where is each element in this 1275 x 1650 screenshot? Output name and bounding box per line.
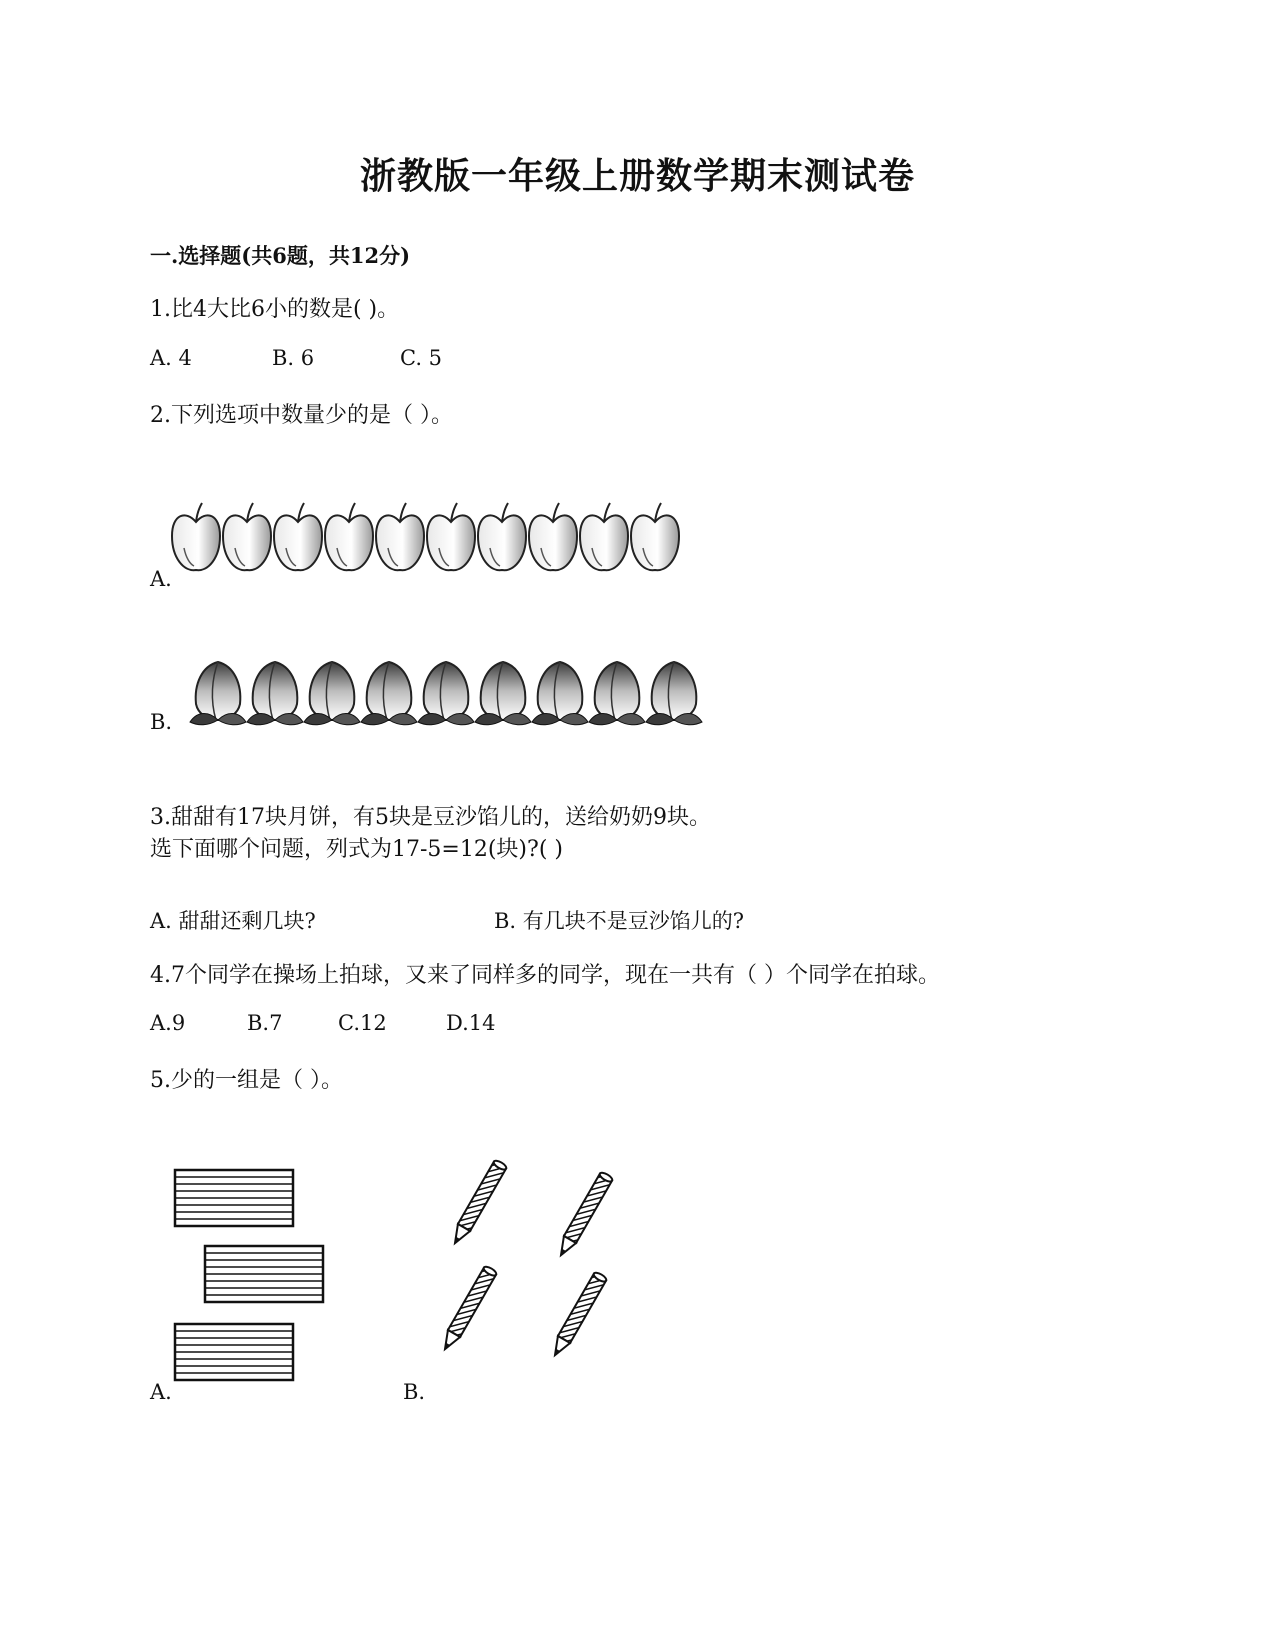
peach-icon [304, 662, 360, 725]
apple-icon [172, 503, 220, 570]
q4-option-d[interactable]: D.14 [446, 1011, 496, 1035]
peach-icon [589, 662, 645, 725]
apple-icon [274, 503, 322, 570]
q5-option-b-label[interactable]: B. [403, 1380, 426, 1404]
peach-icon [418, 662, 474, 725]
apple-row [170, 500, 710, 600]
peach-icon [532, 662, 588, 725]
book-group [175, 1170, 345, 1400]
question-2-text: 2.下列选项中数量少的是（ ）。 [150, 403, 453, 428]
peach-icon [361, 662, 417, 725]
apple-icon [223, 503, 271, 570]
q1-option-b[interactable]: B. 6 [272, 346, 315, 370]
apple-icon [478, 503, 526, 570]
peach-row [190, 660, 750, 760]
peach-icon [475, 662, 531, 725]
peach-icon [247, 662, 303, 725]
question-5-text: 5.少的一组是（ ）。 [150, 1068, 343, 1093]
apple-icon [325, 503, 373, 570]
peach-icon [646, 662, 702, 725]
q1-option-a[interactable]: A. 4 [150, 346, 192, 370]
q4-option-a[interactable]: A.9 [150, 1011, 186, 1035]
book-icon [205, 1246, 323, 1302]
q4-option-c[interactable]: C.12 [338, 1011, 387, 1035]
pencil-icon [549, 1271, 608, 1359]
question-1-text: 1.比4大比6小的数是( )。 [150, 297, 400, 322]
q5-option-a-label[interactable]: A. [150, 1380, 172, 1404]
pencil-icon [555, 1171, 614, 1259]
q2-option-a-label[interactable]: A. [150, 567, 172, 591]
question-3-line-1: 3.甜甜有17块月饼，有5块是豆沙馅儿的，送给奶奶9块。 [150, 805, 711, 830]
apple-icon [427, 503, 475, 570]
pencil-group [425, 1160, 635, 1400]
book-icon [175, 1324, 293, 1380]
question-3-line-2: 选下面哪个问题，列式为17-5=12(块)?( ) [150, 837, 563, 862]
q3-option-a[interactable]: A. 甜甜还剩几块? [150, 909, 316, 933]
question-4-text: 4.7个同学在操场上拍球，又来了同样多的同学，现在一共有（ ）个同学在拍球。 [150, 963, 940, 988]
section-heading: 一.选择题(共6题，共12分) [150, 243, 411, 268]
pencil-icon [449, 1159, 508, 1247]
apple-icon [376, 503, 424, 570]
apple-icon [529, 503, 577, 570]
q4-option-b[interactable]: B.7 [247, 1011, 283, 1035]
page-title: 浙教版一年级上册数学期末测试卷 [359, 155, 915, 197]
apple-icon [580, 503, 628, 570]
pencil-icon [439, 1265, 498, 1353]
q2-option-b-label[interactable]: B. [150, 710, 173, 734]
peach-icon [190, 662, 246, 725]
book-icon [175, 1170, 293, 1226]
q3-option-b[interactable]: B. 有几块不是豆沙馅儿的? [494, 909, 745, 933]
q1-option-c[interactable]: C. 5 [400, 346, 443, 370]
apple-icon [631, 503, 679, 570]
